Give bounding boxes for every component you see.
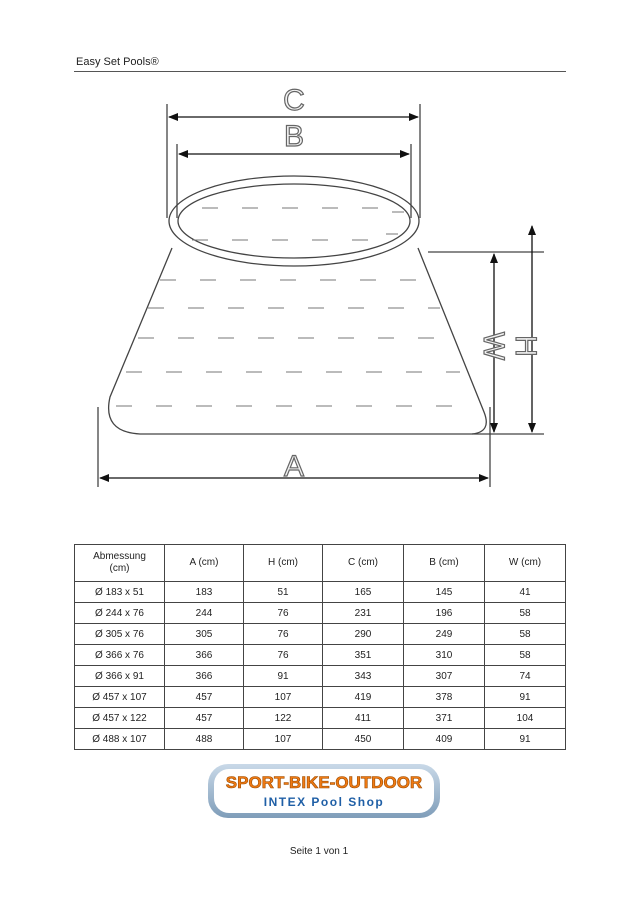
table-cell: 307 (404, 666, 485, 687)
table-cell: 58 (485, 603, 566, 624)
table-row (75, 582, 566, 603)
table-cell: 366 (165, 666, 244, 687)
dim-label-w: W (477, 331, 510, 361)
table-cell: 488 (165, 729, 244, 750)
col-header-c: C (cm) (323, 545, 404, 582)
col-header-size-label: Abmessung (cm) (93, 551, 146, 574)
table-cell: 165 (323, 582, 404, 603)
col-header-a: A (cm) (165, 545, 244, 582)
table-cell: 351 (323, 645, 404, 666)
table-cell: 41 (485, 582, 566, 603)
table-row (75, 603, 566, 624)
table-cell: 51 (244, 582, 323, 603)
table-cell: 457 (165, 687, 244, 708)
col-header-w: W (cm) (485, 545, 566, 582)
table-cell: 104 (485, 708, 566, 729)
table-cell: 411 (323, 708, 404, 729)
table-cell: Ø 457 x 122 (75, 708, 165, 729)
header-title: Easy Set Pools® (76, 56, 159, 68)
table-cell: 249 (404, 624, 485, 645)
header-divider (74, 71, 566, 72)
table-cell: 419 (323, 687, 404, 708)
footer-page-number: Seite 1 von 1 (289, 846, 349, 857)
table-cell: Ø 366 x 76 (75, 645, 165, 666)
table-row (75, 624, 566, 645)
table-cell: 107 (244, 687, 323, 708)
table-cell: 76 (244, 645, 323, 666)
top-ring-outer (169, 176, 419, 266)
dim-label-a: A (283, 450, 305, 483)
table-row (75, 666, 566, 687)
pool-wall-texture (116, 208, 460, 406)
table-cell: 305 (165, 624, 244, 645)
table-cell: Ø 366 x 91 (75, 666, 165, 687)
table-cell: 107 (244, 729, 323, 750)
table-cell: 290 (323, 624, 404, 645)
table-cell: 371 (404, 708, 485, 729)
table-cell: 76 (244, 603, 323, 624)
table-cell: 343 (323, 666, 404, 687)
table-cell: 91 (485, 687, 566, 708)
table-row (75, 687, 566, 708)
table-header-row (75, 545, 566, 582)
table-cell: 310 (404, 645, 485, 666)
table-cell: 231 (323, 603, 404, 624)
table-cell: 457 (165, 708, 244, 729)
table-cell: 91 (485, 729, 566, 750)
table-cell: 183 (165, 582, 244, 603)
logo-text-line2: INTEX Pool Shop (263, 795, 385, 809)
dim-label-h: H (509, 335, 542, 357)
col-header-size (75, 545, 165, 582)
table-row (75, 708, 566, 729)
table-row (75, 729, 566, 750)
table-cell: 58 (485, 624, 566, 645)
table-cell: 122 (244, 708, 323, 729)
table-cell: 145 (404, 582, 485, 603)
table-row (75, 645, 566, 666)
table-cell: Ø 183 x 51 (75, 582, 165, 603)
logo-text-line1: SPORT-BIKE-OUTDOOR (225, 773, 423, 792)
table-cell: 91 (244, 666, 323, 687)
table-cell: 409 (404, 729, 485, 750)
table-cell: 74 (485, 666, 566, 687)
table-cell: Ø 488 x 107 (75, 729, 165, 750)
table-cell: Ø 244 x 76 (75, 603, 165, 624)
dimensions-table (74, 544, 566, 750)
table-cell: 366 (165, 645, 244, 666)
table-cell: Ø 457 x 107 (75, 687, 165, 708)
dim-label-b: B (283, 120, 305, 153)
col-header-b: B (cm) (404, 545, 485, 582)
table-cell: 76 (244, 624, 323, 645)
table-cell: 196 (404, 603, 485, 624)
table-cell: 450 (323, 729, 404, 750)
pool-dimension-diagram (80, 82, 560, 502)
table-cell: 378 (404, 687, 485, 708)
table-cell: 58 (485, 645, 566, 666)
col-header-h: H (cm) (244, 545, 323, 582)
table-cell: 244 (165, 603, 244, 624)
table-cell: Ø 305 x 76 (75, 624, 165, 645)
top-ring-inner (178, 184, 410, 258)
dim-label-c: C (283, 84, 305, 117)
shop-logo (206, 762, 442, 820)
